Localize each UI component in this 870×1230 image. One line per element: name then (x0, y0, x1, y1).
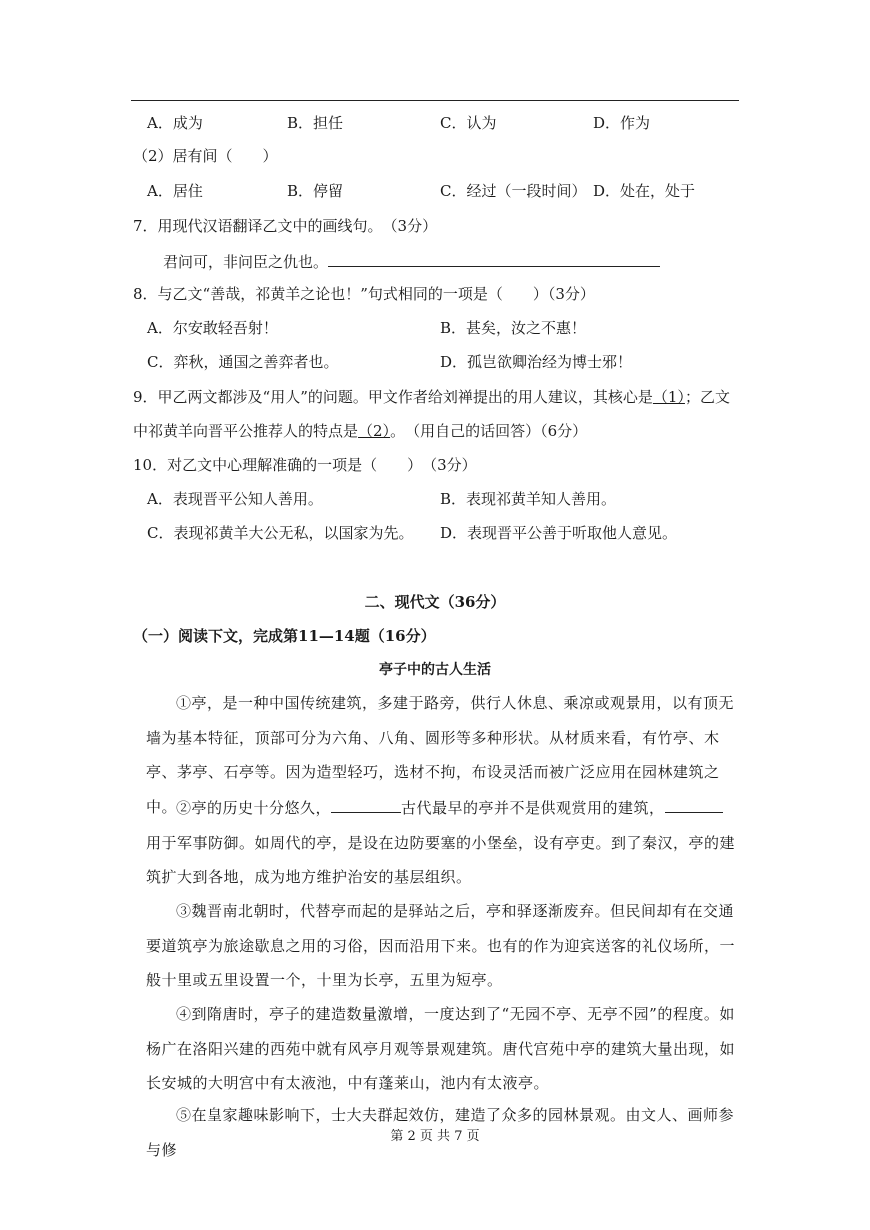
article-paragraph-3: ③魏晋南北朝时，代替亭而起的是驿站之后，亭和驿逐渐废弃。但民间却有在交通要道筑亭为旅途歇息之用的习俗，因而沿用下来。也有的作为迎宾送客的礼仪场所，一般十里或五里设置一个，十里为长亭，五里为短亭。 (146, 902, 736, 989)
q10-option-d: D．表现晋平公善于听取他人意见。 (440, 524, 678, 542)
q8-option-a: A．尔安敢轻吾射！ (147, 319, 278, 337)
q9-blank-1[interactable]: （1） (652, 388, 685, 406)
q9-text-3: 中祁黄羊向晋平公推荐人的特点是 (133, 422, 359, 440)
section-heading: 二、现代文（36分） (364, 593, 506, 611)
q6-option-b: B．担任 (287, 114, 344, 132)
q9-blank-2[interactable]: （2） (358, 422, 391, 440)
q9-text-4: 。 （用自己的话回答）（6分） (390, 422, 588, 440)
q7-stem: 7．用现代汉语翻译乙文中的画线句。 （3分） (133, 217, 438, 235)
q9-text-2: ；乙文 (684, 388, 730, 406)
article-paragraph-2 (146, 791, 738, 895)
q8-option-c: C．弈秋，通国之善弈者也。 (147, 353, 339, 371)
q6-sub2-option-c: C．经过（一段时间） (440, 182, 587, 200)
q10-option-b: B．表现祁黄羊知人善用。 (440, 490, 617, 508)
q6-sub2-option-a: A．居住 (147, 182, 203, 200)
q6-sub2-stem: （2）居有间（ ） (133, 147, 278, 165)
q7-sentence-text: 君问可，非问臣之仇也。 (163, 253, 329, 271)
p2-blank-1[interactable] (331, 796, 401, 813)
q9-line2 (133, 421, 587, 441)
page-footer: 第 2 页 共 7 页 (390, 1129, 480, 1144)
q10-option-c: C．表现祁黄羊大公无私，以国家为先。 (147, 524, 414, 542)
q6-option-d: D．作为 (593, 114, 651, 132)
q6-option-a: A．成为 (147, 114, 203, 132)
article-paragraph-5: ⑤在皇家趣味影响下，士大夫群起效仿，建造了众多的园林景观。由文人、画师参与修 (146, 1106, 735, 1159)
p2-text-2: 古代最早的亭并不是供观赏用的建筑， (401, 799, 665, 817)
p2-text-3: 用于军事防御。如周代的亭，是设在边防要塞的小堡垒，设有亭吏。到了秦汉，亭的建筑扩大到各地，成为地方维护治安的基层组织。 (146, 833, 736, 886)
q10-stem: 10．对乙文中心理解准确的一项是（ ） （3分） (133, 456, 477, 474)
q7-answer-line[interactable] (328, 250, 660, 267)
q6-sub2-option-d: D．处在，处于 (593, 182, 696, 200)
q9-text-1: 9．甲乙两文都涉及“用人”的问题。甲文作者给刘禅提出的用人建议，其核心是 (133, 388, 653, 406)
q8-stem: 8．与乙文“善哉，祁黄羊之论也！”句式相同的一项是（ ）（3分） (133, 285, 595, 303)
q6-option-c: C．认为 (440, 114, 497, 132)
q9-line1 (133, 387, 730, 407)
header-rule (131, 100, 739, 101)
p2-blank-2[interactable] (665, 796, 723, 813)
q10-option-a: A．表现晋平公知人善用。 (147, 490, 323, 508)
reading-instruction: （一）阅读下文，完成第11—14题（16分） (133, 627, 436, 645)
article-paragraph-4: ④到隋唐时，亭子的建造数量激增，一度达到了“无园不亭、无亭不园”的程度。如杨广在洛阳兴建的西苑中就有风亭月观等景观建筑。唐代宫苑中亭的建筑大量出现，如长安城的大明宫中有太液池，中有蓬莱山，池内有太液亭。 (146, 1005, 736, 1092)
q8-option-d: D．孤岂欲卿治经为博士邪！ (440, 353, 633, 371)
q8-option-b: B．甚矣，汝之不惠！ (440, 319, 587, 337)
p2-text-1: ②亭的历史十分悠久， (176, 799, 332, 817)
q6-sub2-option-b: B．停留 (287, 182, 344, 200)
article-title: 亭子中的古人生活 (379, 662, 491, 678)
q7-sentence (163, 250, 660, 272)
article-paragraph-1: ①亭，是一种中国传统建筑，多建于路旁，供行人休息、乘凉或观景用，以有顶无墙为基本特征，顶部可分为六角、八角、圆形等多种形状。从材质来看，有竹亭、木亭、茅亭、石亭等。因为造型轻巧，选材不拘，布设灵活而被广泛应用在园林建筑之中。 (146, 694, 735, 816)
